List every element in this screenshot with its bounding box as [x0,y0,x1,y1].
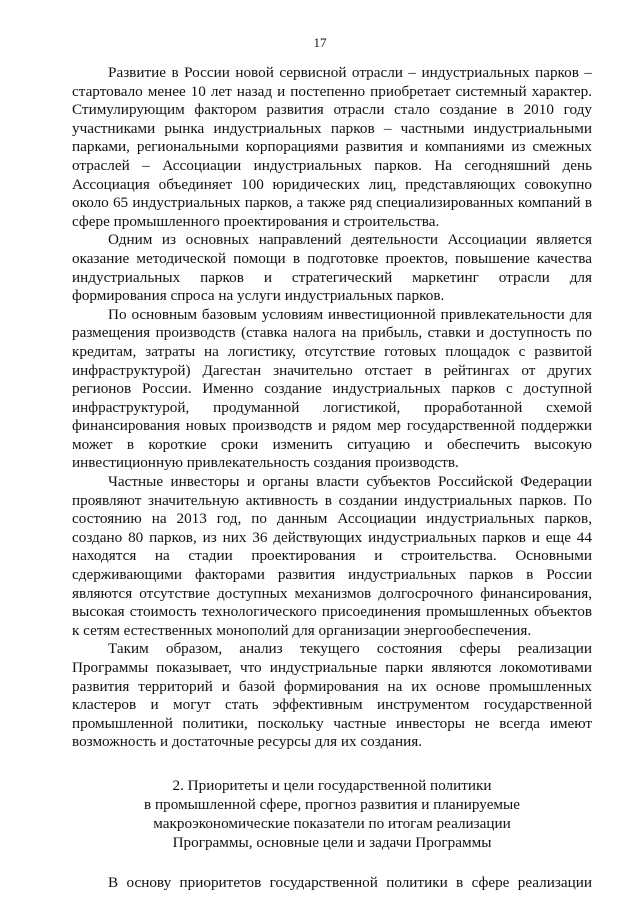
section-heading-line-2: в промышленной сфере, прогноз развития и планируемые [144,795,520,813]
section-heading-line-1: 2. Приоритеты и цели государственной политики [172,776,492,794]
paragraph-investment-attractiveness: По основным базовым условиям инвестиционной привлекательности для размещения производств (ставка налога на прибыль, ставки и доступность по кредитам, затраты на логистику, отсутствие готовых площадок с развитой инфраструктурой) Дагестан значительно отстает в рейтингах от других регионов России. Именно создание индустриальных парков с доступной инфраструктурой, продуманной логистикой, проработанной схемой финансирования новых производств и рядом мер государственной поддержки может в короткие сроки изменить ситуацию и обеспечить высокую инвестиционную привлекательность создания производств. [72,305,592,472]
paragraph-industrial-parks-development: Развитие в России новой сервисной отрасли – индустриальных парков – стартовало менее 10 лет назад и постепенно приобретает системный характер. Стимулирующим фактором развития отрасли стало создание в 2010 году участниками рынка индустриальных парков – частными индустриальными парками, региональными корпорациями развития и компаниями из смежных отраслей – Ассоциации индустриальных парков. На сегодняшний день Ассоциация объединяет 100 юридических лиц, представляющих совокупно около 65 индустриальных парков, а также ряд специализированных компаний в сфере промышленного проектирования и строительства. [72,64,592,230]
section-heading-line-4: Программы, основные цели и задачи Программы [172,833,492,851]
section-heading [72,776,592,852]
paragraph-policy-priorities-start: В основу приоритетов государственной политики в сфере реализации [108,873,592,891]
paragraph-private-investors: Частные инвесторы и органы власти субъектов Российской Федерации проявляют значительную активность в создании индустриальных парков. По состоянию на 2013 год, по данным Ассоциации индустриальных парков, создано 80 парков, из них 36 действующих индустриальных парков и еще 44 находятся на стадии проектирования и строительства. Основными сдерживающими факторами развития индустриальных парков в России являются отсутствие доступных механизмов долгосрочного финансирования, высокая стоимость технологического присоединения промышленных объектов к сетям естественных монополий для организации энергообеспечения. [72,473,592,639]
page-number: 17 [313,35,327,50]
paragraph-association-directions: Одним из основных направлений деятельности Ассоциации является оказание методической помощи в подготовке проектов, повышение качества индустриальных парков и стратегический маркетинг отрасли для формирования спроса на услуги индустриальных парков. [72,231,592,305]
section-heading-line-3: макроэкономические показатели по итогам реализации [153,814,511,832]
document-body [72,64,592,908]
paragraph-analysis-summary: Таким образом, анализ текущего состояния сферы реализации Программы показывает, что индустриальные парки являются локомотивами развития территорий и базой формирования на их основе промышленных кластеров и могут стать эффективным инструментом государственной промышленной политики, поскольку частные инвесторы не всегда имеют возможность и достаточные ресурсы для их создания. [72,640,592,751]
